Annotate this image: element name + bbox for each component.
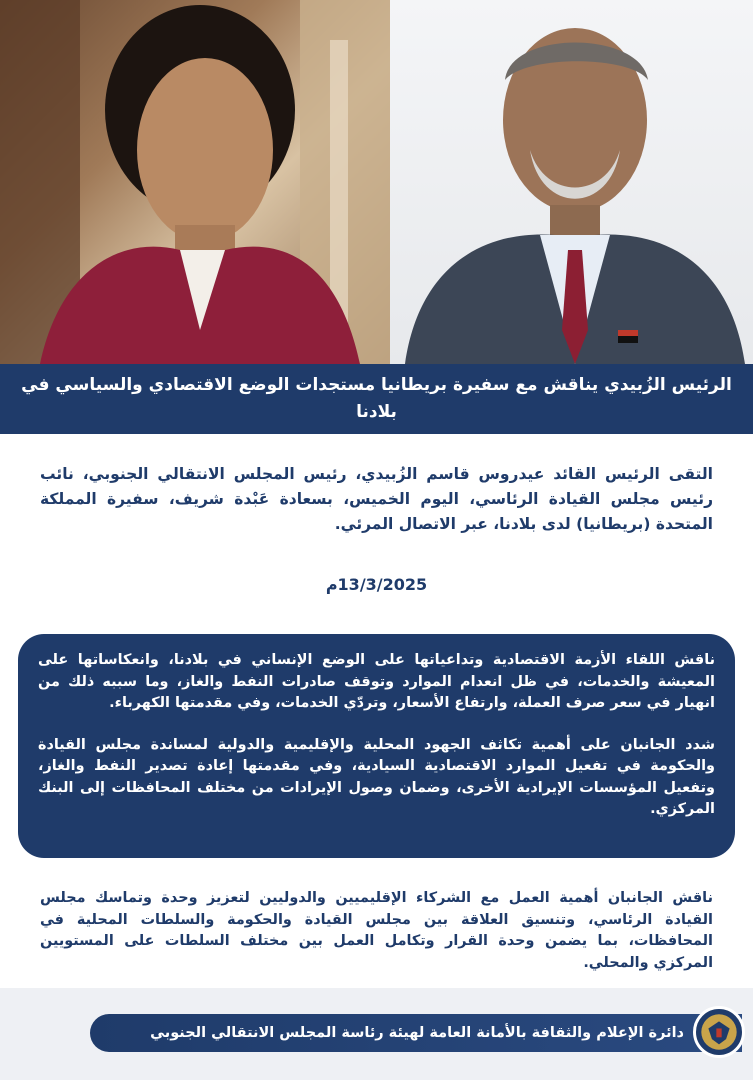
highlight-box	[18, 634, 735, 858]
highlight-paragraph-1: ناقش اللقاء الأزمة الاقتصادية وتداعياتها على الوضع الإنساني في بلادنا، وانعكاساتها على المعيشة والخدمات، في ظل انعدام الموارد وتوقف صادرات النفط والغاز، وما سببه ذلك من انهيار في سعر صرف العملة، وارتفاع الأسعار، وتردّي الخدمات، وفي مقدمتها الكهرباء.	[38, 652, 715, 711]
photo-band	[0, 0, 753, 364]
headline-band	[0, 364, 753, 434]
closing-paragraph: ناقش الجانبان أهمية العمل مع الشركاء الإقليميين والدوليين لتعزيز وحدة وتماسك مجلس القيادة الرئاسي، وتنسيق العلاقة بين مجلس القيادة والحكومة والسلطات المحلية في المحافظات، بما يضمن وحدة القرار وتكامل العمل بين مختلف السلطات على المستويين المركزي والمحلي.	[40, 890, 713, 971]
footer-text: دائرة الإعلام والثقافة بالأمانة العامة لهيئة رئاسة المجلس الانتقالي الجنوبي	[150, 1025, 684, 1041]
ambassador-portrait-icon	[0, 0, 390, 364]
ambassador-photo	[0, 0, 390, 364]
headline: الرئيس الزُبيدي يناقش مع سفيرة بريطانيا مستجدات الوضع الاقتصادي والسياسي في بلادنا	[21, 375, 732, 422]
president-photo	[390, 0, 753, 364]
intro-paragraph: التقى الرئيس القائد عيدروس قاسم الزُبيدي، رئيس المجلس الانتقالي الجنوبي، نائب رئيس مجلس القيادة الرئاسي، اليوم الخميس، بسعادة عَبْدة شريف، سفيرة المملكة المتحدة (بريطانيا) لدى بلادنا، عبر الاتصال المرئي.	[40, 465, 713, 533]
highlight-paragraph-2: شدد الجانبان على أهمية تكاثف الجهود المحلية والإقليمية والدولية لمساندة مجلس القيادة والحكومة في تفعيل الموارد الاقتصادية السيادية، وفي مقدمتها إعادة تصدير النفط والغاز، وتفعيل المؤسسات الإيرادية الأخرى، وضمان وصول الإيرادات من مختلف المحافظات إلى البنك المركزي.	[38, 736, 715, 817]
eagle-emblem-icon	[693, 1006, 745, 1058]
publication-date: 13/3/2025م	[325, 575, 428, 594]
president-portrait-icon	[390, 0, 753, 364]
footer-banner	[90, 1014, 742, 1052]
